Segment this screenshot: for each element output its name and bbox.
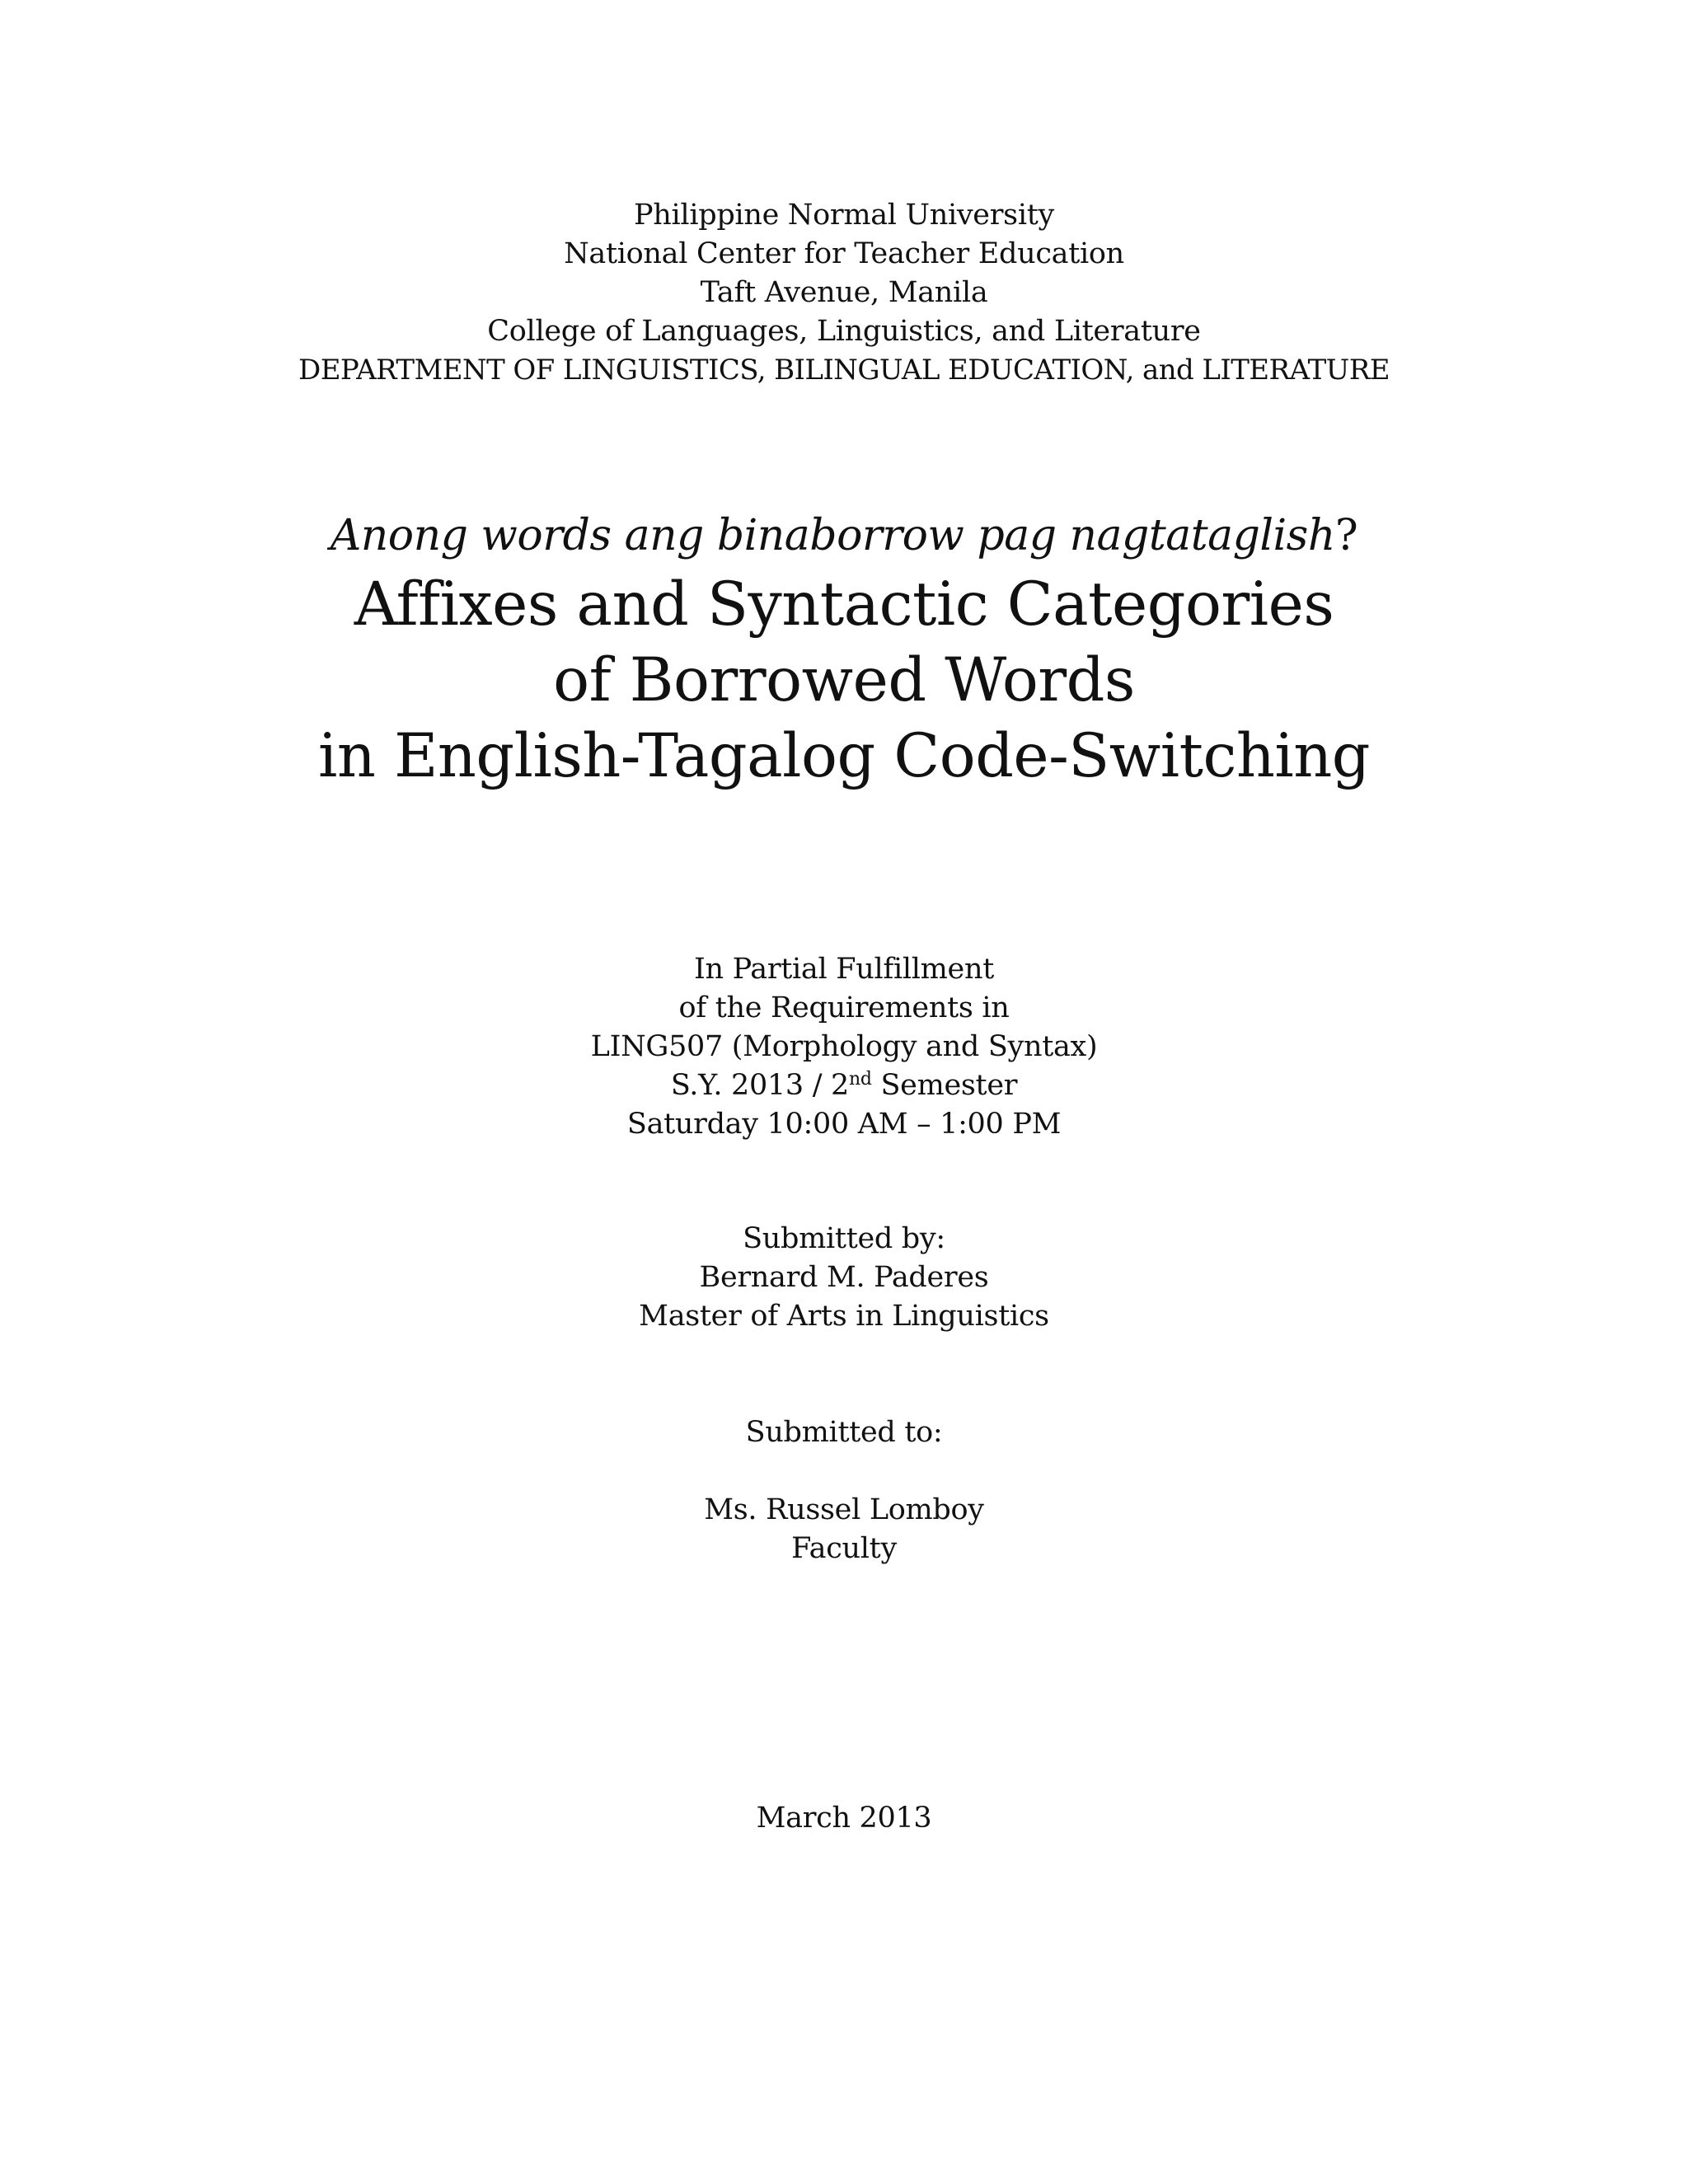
adviser-block: [0, 1491, 1688, 1568]
university-address: Taft Avenue, Manila: [700, 276, 988, 309]
title-question-mark: ?: [1334, 511, 1358, 560]
department-name: DEPARTMENT OF LINGUISTICS, BILINGUAL EDUCATION, and LITERATURE: [298, 354, 1390, 387]
fulfillment-line-1: In Partial Fulfillment: [694, 953, 994, 986]
adviser-role: Faculty: [791, 1532, 897, 1565]
title-line-2: of Borrowed Words: [553, 645, 1135, 715]
center-name: National Center for Teacher Education: [564, 237, 1124, 270]
school-year-ordinal: nd: [849, 1069, 872, 1090]
paper-title: [0, 567, 1688, 794]
institution-header: [0, 196, 1688, 390]
submission-date: March 2013: [756, 1802, 932, 1835]
school-year-prefix: S.Y. 2013 / 2: [670, 1069, 850, 1102]
class-schedule: Saturday 10:00 AM – 1:00 PM: [626, 1108, 1062, 1141]
author-name: Bernard M. Paderes: [699, 1261, 989, 1294]
submitted-to-label: Submitted to:: [745, 1416, 943, 1449]
title-line-3: in English-Tagalog Code-Switching: [318, 721, 1370, 791]
fulfillment-line-2: of the Requirements in: [678, 991, 1010, 1024]
fulfillment-block: [0, 950, 1688, 1144]
submitted-by-label: Submitted by:: [743, 1222, 945, 1255]
title-line-1: Affixes and Syntactic Categories: [354, 569, 1334, 640]
author-program: Master of Arts in Linguistics: [639, 1300, 1049, 1333]
submitted-to-block: [0, 1413, 1688, 1452]
title-question: [0, 508, 1688, 564]
university-name: Philippine Normal University: [634, 199, 1054, 232]
submission-date-block: [0, 1799, 1688, 1838]
title-question-text: Anong words ang binaborrow pag nagtataglish: [330, 511, 1335, 560]
school-year: [0, 1066, 1688, 1105]
school-year-suffix: Semester: [871, 1069, 1018, 1102]
college-name: College of Languages, Linguistics, and Literature: [487, 315, 1201, 348]
submitted-by-block: [0, 1220, 1688, 1336]
adviser-name: Ms. Russel Lomboy: [704, 1493, 984, 1526]
course-name: LING507 (Morphology and Syntax): [590, 1030, 1098, 1063]
